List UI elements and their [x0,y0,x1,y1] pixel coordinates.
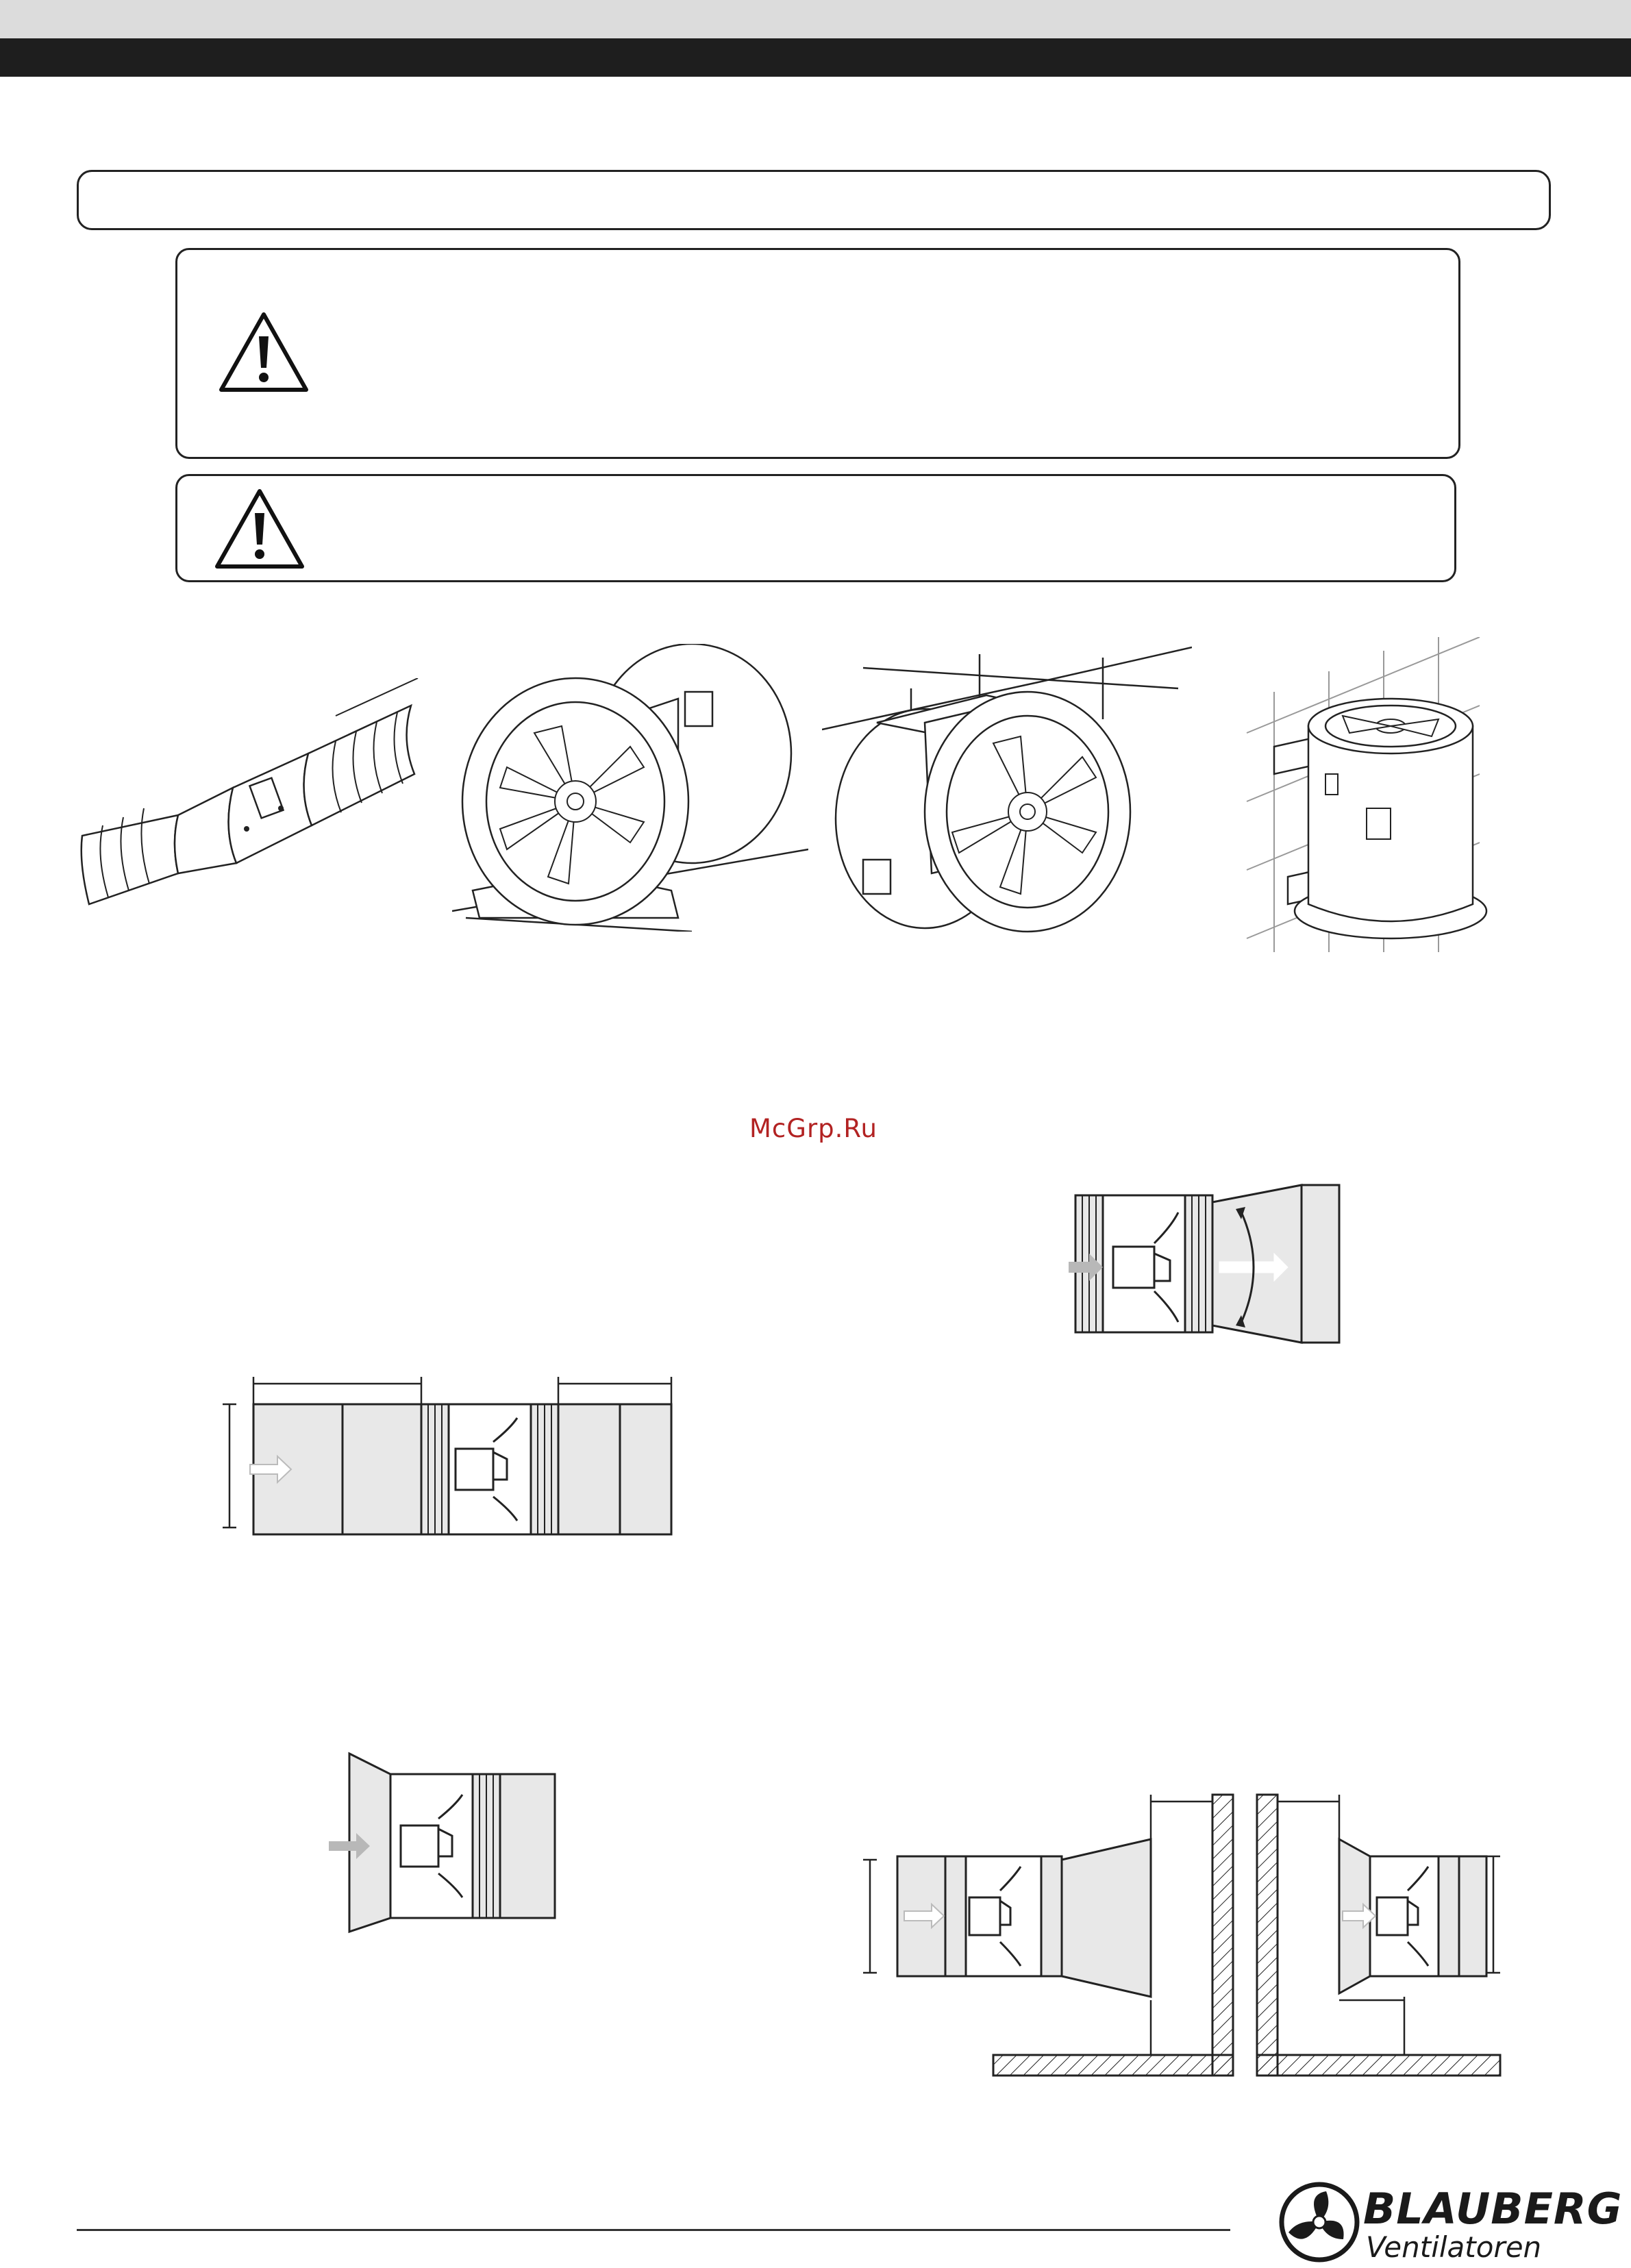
section-title-box [77,170,1551,230]
duct-mounted-fan-illustration [75,678,432,918]
floor-mounted-fan-illustration [452,644,808,932]
footer-divider [77,2229,1230,2231]
suspended-fan-illustration [822,640,1192,942]
diffuser-outlet-diagram [1069,1178,1356,1363]
duct-straight-section-diagram [219,1370,685,1555]
logo-brand-text: BLAUBERG [1363,2184,1623,2234]
warning-box-1 [175,248,1460,459]
wall-mounted-fan-illustration [1233,637,1493,952]
fan-logo-icon [1278,2181,1360,2263]
warning-triangle-icon [217,310,310,394]
wall-clearance-diagram [856,1781,1514,2089]
header-bar-light [0,0,1631,38]
warning-box-2 [175,474,1456,582]
warning-triangle-icon [213,487,306,571]
logo-sub-text: Ventilatoren [1366,2230,1542,2264]
brand-logo [1278,2181,1623,2264]
watermark: McGrp.Ru [749,1114,877,1143]
inlet-cone-diagram [329,1747,575,1939]
header-bar-dark [0,38,1631,77]
